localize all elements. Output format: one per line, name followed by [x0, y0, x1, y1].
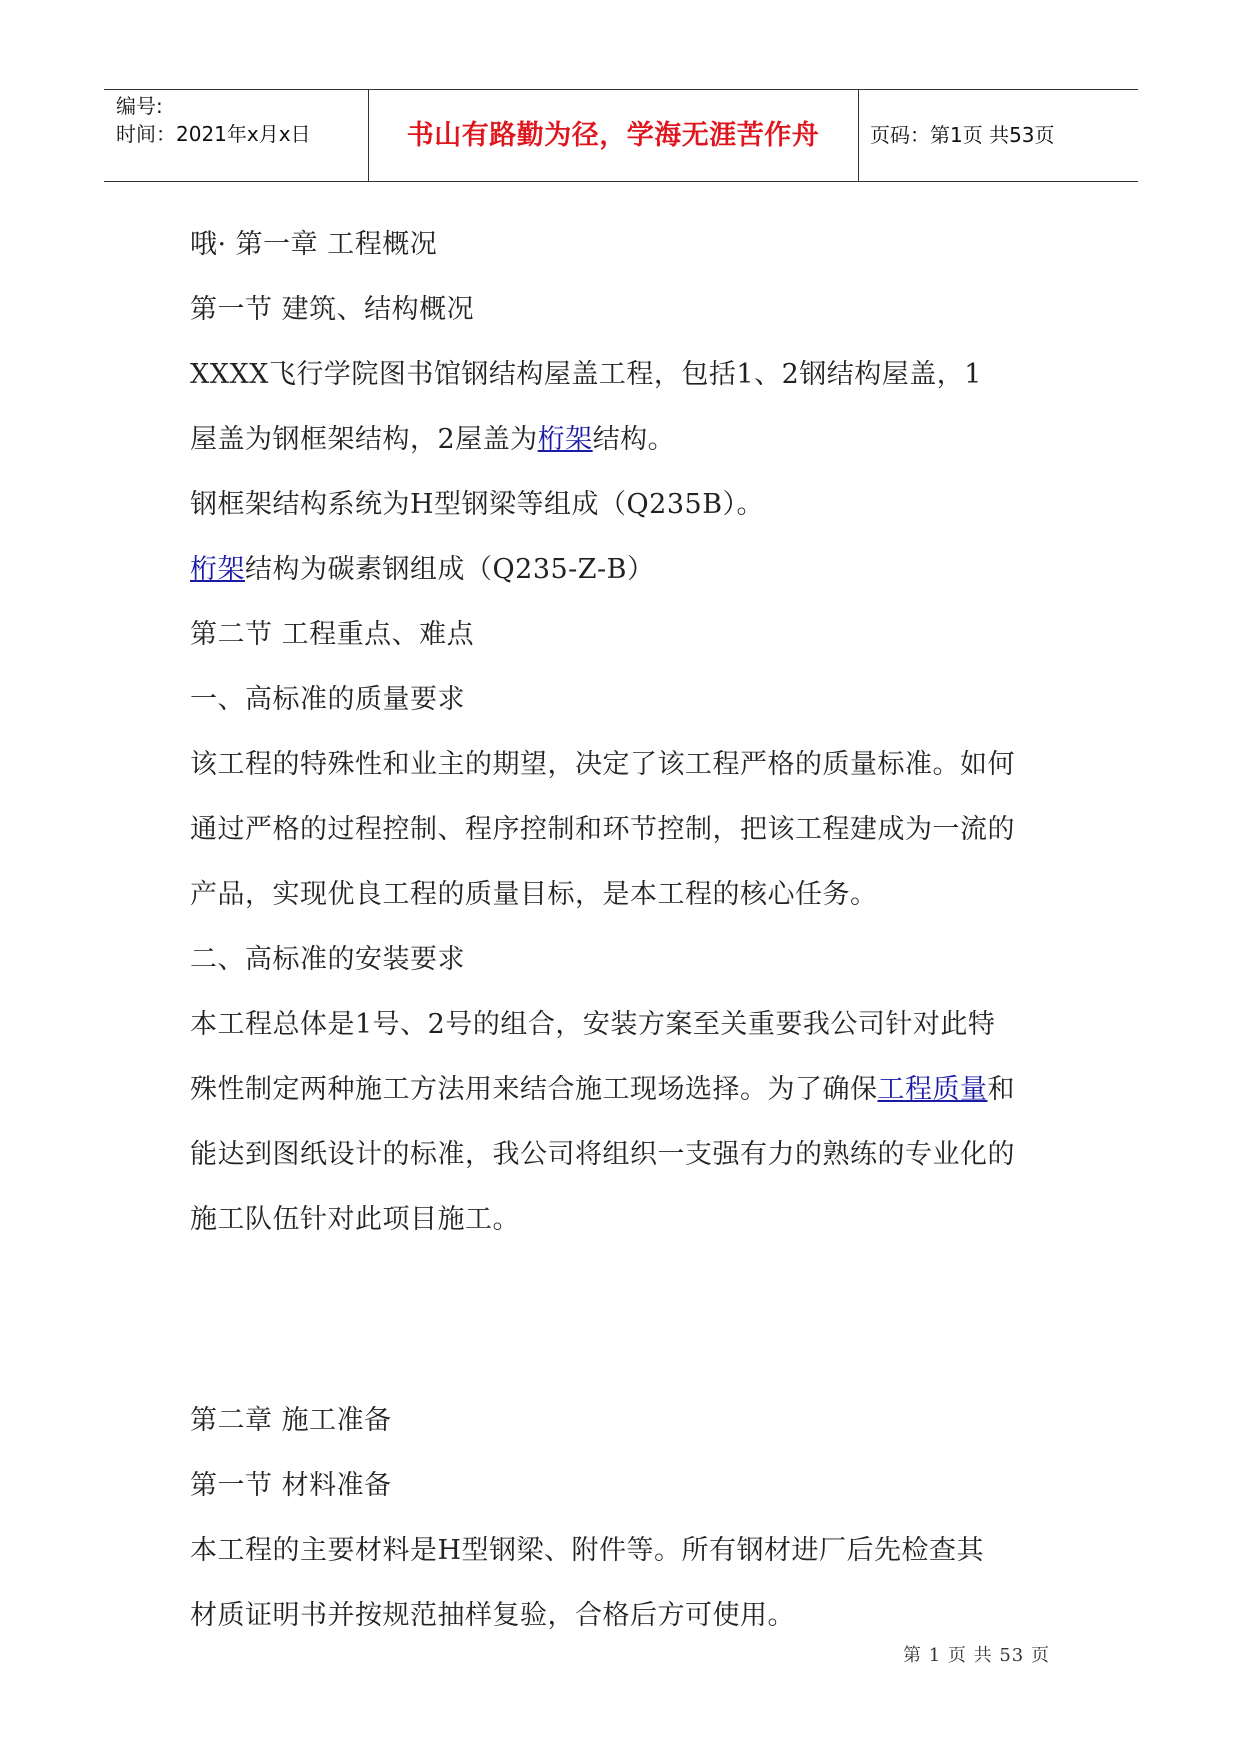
text-span: 和 [987, 1074, 1015, 1105]
paragraph-line: 产品，实现优良工程的质量目标，是本工程的核心任务。 [190, 879, 878, 910]
paragraph-line [190, 407, 1070, 472]
text-span: 殊性制定两种施工方法用来结合施工现场选择。为了确保 [190, 1074, 878, 1105]
paragraph-line [190, 1057, 1070, 1122]
page-header [104, 89, 1138, 182]
paragraph-line: 能达到图纸设计的标准，我公司将组织一支强有力的熟练的专业化的 [190, 1139, 1015, 1170]
page-footer: 第 1 页 共 53 页 [903, 1645, 1050, 1666]
paragraph-line: 本工程的主要材料是H型钢梁、附件等。所有钢材进厂后先检查其 [190, 1535, 985, 1566]
paragraph-line: 该工程的特殊性和业主的期望，决定了该工程严格的质量标准。如何 [190, 749, 1015, 780]
section-heading: 第二节 工程重点、难点 [190, 619, 475, 650]
chapter-heading: 哦· 第一章 工程概况 [190, 229, 438, 260]
document-time-label: 时间：2021年x月x日 [116, 122, 311, 146]
engineering-quality-link[interactable]: 工程质量 [877, 1074, 988, 1105]
section-heading: 第一节 材料准备 [190, 1470, 392, 1501]
spacer [190, 1252, 1070, 1388]
subsection-heading: 一、高标准的质量要求 [190, 684, 465, 715]
paragraph-line [190, 537, 1070, 602]
paragraph-line: 本工程总体是1号、2号的组合，安装方案至关重要我公司针对此特 [190, 1009, 996, 1040]
paragraph-line: 钢框架结构系统为H型钢梁等组成（Q235B）。 [190, 489, 765, 520]
document-number-label: 编号: [116, 94, 163, 118]
text-span: 屋盖为钢框架结构，2屋盖为 [190, 424, 538, 455]
document-body [190, 212, 1070, 1648]
text-span: 结构为碳素钢组成（Q235-Z-B） [245, 554, 655, 585]
header-motto: 书山有路勤为径，学海无涯苦作舟 [406, 120, 820, 151]
truss-link[interactable]: 桁架 [537, 424, 593, 455]
chapter-heading: 第二章 施工准备 [190, 1405, 392, 1436]
header-divider [858, 90, 859, 181]
subsection-heading: 二、高标准的安装要求 [190, 944, 465, 975]
paragraph-line: XXXX飞行学院图书馆钢结构屋盖工程，包括1、2钢结构屋盖，1 [190, 359, 982, 390]
paragraph-line: 施工队伍针对此项目施工。 [190, 1204, 520, 1235]
header-meta [116, 92, 366, 148]
header-page-info: 页码：第1页 共53页 [870, 123, 1055, 147]
truss-link[interactable]: 桁架 [190, 554, 245, 585]
paragraph-line: 通过严格的过程控制、程序控制和环节控制，把该工程建成为一流的 [190, 814, 1015, 845]
text-span: 结构。 [592, 424, 676, 455]
section-heading: 第一节 建筑、结构概况 [190, 294, 475, 325]
paragraph-line: 材质证明书并按规范抽样复验，合格后方可使用。 [190, 1600, 795, 1631]
